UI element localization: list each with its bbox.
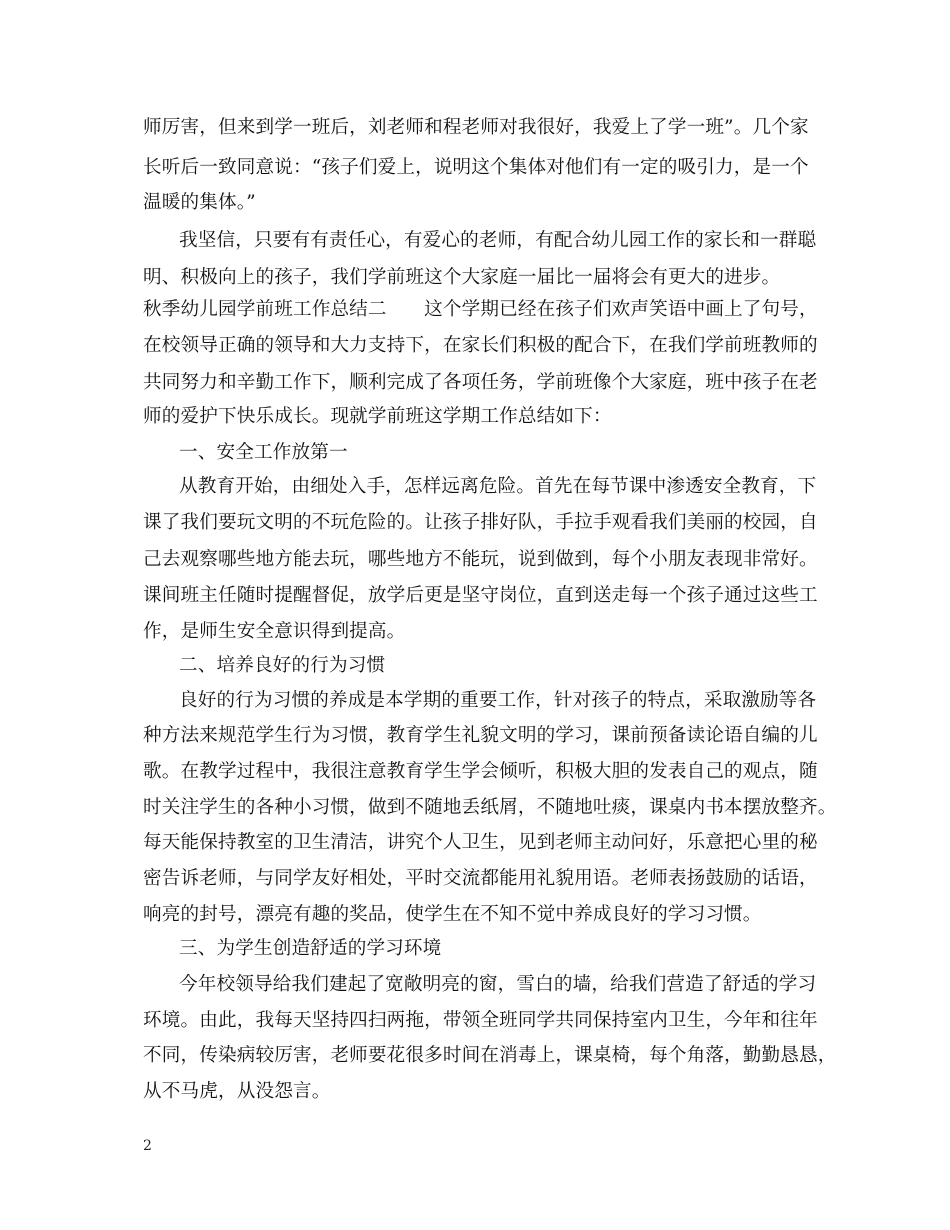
text-line: 课间班主任随时提醒督促，放学后更是坚守岗位，直到送走每一个孩子通过这些工 (143, 585, 818, 606)
text-line: 在校领导正确的领导和大力支持下，在家长们积极的配合下，在我们学前班教师的 (143, 335, 818, 356)
text-line: 课了我们要玩文明的不玩危险的。让孩子排好队，手拉手观看我们美丽的校园，自 (143, 512, 818, 533)
text-line: 种方法来规范学生行为习惯，教育学生礼貌文明的学习，课前预备读论语自编的儿 (143, 725, 818, 746)
text-line: 响亮的封号，漂亮有趣的奖品，使学生在不知不觉中养成良好的学习习惯。 (143, 904, 762, 925)
text-line: 时关注学生的各种小习惯，做到不随地丢纸屑，不随地吐痰，课桌内书本摆放整齐。 (143, 797, 837, 818)
text-line: 环境。由此，我每天坚持四扫两拖，带领全班同学共同保持室内卫生，今年和往年 (143, 1010, 818, 1031)
text-line: 师的爱护下快乐成长。现就学前班这学期工作总结如下： (143, 406, 612, 427)
text-line: 明、积极向上的孩子，我们学前班这个大家庭一届比一届将会有更大的进步。 (143, 267, 781, 288)
text-line: 师厉害，但来到学一班后，刘老师和程老师对我很好，我爱上了学一班”。几个家 (143, 117, 809, 138)
text-line: 歌。在教学过程中，我很注意教育学生学会倾听，积极大胆的发表自己的观点，随 (143, 761, 818, 782)
text-line: 今年校领导给我们建起了宽敞明亮的窗，雪白的墙，给我们营造了舒适的学习 (179, 974, 817, 995)
section-heading: 三、为学生创造舒适的学习环境 (179, 938, 442, 959)
text-line: 长听后一致同意说：“孩子们爱上，说明这个集体对他们有一定的吸引力，是一个 (143, 157, 809, 178)
text-line: 每天能保持教室的卫生清洁，讲究个人卫生，见到老师主动问好，乐意把心里的秘 (143, 832, 818, 853)
text-line: 温暖的集体。” (143, 192, 256, 213)
text-line: 不同，传染病较厉害，老师要花很多时间在消毒上，课桌椅，每个角落，勤勤恳恳， (143, 1045, 837, 1066)
text-line: 从不马虎，从没怨言。 (143, 1081, 331, 1102)
text-line: 密告诉老师，与同学友好相处，平时交流都能用礼貌用语。老师表扬鼓励的话语， (143, 868, 818, 889)
section-heading: 一、安全工作放第一 (179, 442, 348, 463)
page-number: 2 (143, 1138, 152, 1154)
text-line: 良好的行为习惯的养成是本学期的重要工作，针对孩子的特点，采取激励等各 (179, 690, 817, 711)
text-line: 我坚信，只要有有责任心，有爱心的老师，有配合幼儿园工作的家长和一群聪 (179, 230, 817, 251)
text-line: 共同努力和辛勤工作下，顺利完成了各项任务，学前班像个大家庭，班中孩子在老 (143, 372, 818, 393)
text-line: 己去观察哪些地方能去玩，哪些地方不能玩，说到做到，每个小朋友表现非常好。 (143, 549, 818, 570)
section-heading: 二、培养良好的行为习惯 (179, 655, 386, 676)
text-line: 作，是师生安全意识得到提高。 (143, 621, 406, 642)
text-line: 从教育开始，由细处入手，怎样远离危险。首先在每节课中渗透安全教育，下 (179, 476, 817, 497)
section-title-line: 秋季幼儿园学前班工作总结二 这个学期已经在孩子们欢声笑语中画上了句号， (143, 299, 818, 320)
